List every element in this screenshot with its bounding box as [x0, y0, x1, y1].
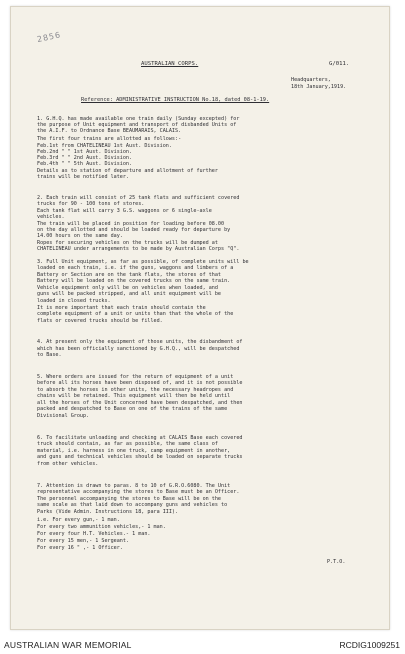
para-1-line: Feb.2nd " " 1st Aust. Division.: [37, 149, 133, 155]
para-1-line: the purpose of Unit equipment and transport of disbanded Units of: [37, 122, 237, 128]
reference-line: Reference: ADMINISTRATIVE INSTRUCTION No.18, dated 08-1-19.: [81, 97, 270, 103]
para-2-line: vehicles.: [37, 214, 65, 220]
para-5-line: all the horses of the Unit concerned have been despatched, and then: [37, 400, 243, 406]
para-5-line: chains will be retained. This equipment will then be held until: [37, 393, 231, 399]
para-4-line: which has been officially sanctioned by G.H.Q., will be despatched: [37, 346, 240, 352]
para-3-line: flats or covered trucks should be filled.: [37, 318, 163, 324]
para-1-line: Feb.1st from CHATELINEAU 1st Aust. Division.: [37, 143, 172, 149]
para-1-line: trains will be notified later.: [37, 174, 130, 180]
archive-footer: [0, 634, 405, 654]
para-3-line: guns will be packed stripped, and all unit equipment will be: [37, 291, 222, 297]
para-7-line: The personnel accompanying the stores to Base will be on the: [37, 496, 222, 502]
para-2-line: 2. Each train will consist of 25 tank flats and sufficient covered: [37, 195, 240, 201]
para-1-line: 1. G.H.Q. has made available one train daily (Sunday excepted) for: [37, 116, 240, 122]
para-2-line: The train will be placed in position for loading before 08.00: [37, 221, 225, 227]
para-2-line: Ropes for securing vehicles on the trucks will be dumped at: [37, 240, 218, 246]
para-6-line: from other vehicles.: [37, 461, 99, 467]
para-7-line: 7. Attention is drawn to paras. 8 to 10 of G.R.O.6080. The Unit: [37, 483, 231, 489]
file-reference: G/011.: [329, 61, 350, 67]
para-7-line: For every 16 " ,- 1 Officer.: [37, 545, 123, 551]
para-2-line: on the day allotted and should be loaded ready for departure by: [37, 227, 231, 233]
header-title: AUSTRALIAN CORPS.: [141, 61, 199, 67]
para-2-line: 14.00 hours on the same day.: [37, 233, 123, 239]
para-2-line: CHATELINEAU under arrangements to be made by Australian Corps "Q".: [37, 246, 240, 252]
para-7-line: i.e. For every gun,- 1 man.: [37, 517, 120, 523]
document-date: 18th January,1919.: [291, 84, 347, 90]
para-6-line: material, i.e. harness in one truck, camp equipment in another,: [37, 448, 231, 454]
para-3-line: complete equipment of a unit or units than that the whole of the: [37, 311, 234, 317]
para-1-line: Feb.3rd " " 2nd Aust. Division.: [37, 155, 133, 161]
para-6-line: 6. To facilitate unloading and checking at CALAIS Base each covered: [37, 435, 243, 441]
para-7-line: For every 15 men,- 1 Sergeant.: [37, 538, 130, 544]
para-5-line: to absorb the horses in other units, the necessary headropes and: [37, 387, 234, 393]
para-7-line: For every two ammunition vehicles,- 1 man.: [37, 524, 166, 530]
headquarters-line: Headquarters,: [291, 77, 331, 83]
para-5-line: 5. Where orders are issued for the return of equipment of a unit: [37, 374, 234, 380]
para-1-line: The first four trains are allotted as follows:-: [37, 136, 182, 142]
para-7-line: For every four H.T. Vehicles.- 1 man.: [37, 531, 151, 537]
para-2-line: Each tank flat will carry 3 G.S. waggons or 6 single-axle: [37, 208, 212, 214]
para-4-line: to Base.: [37, 352, 62, 358]
para-7-line: representative accompanying the stores to Base must be an Officer.: [37, 489, 240, 495]
archive-name: AUSTRALIAN WAR MEMORIAL: [4, 640, 132, 650]
para-3-line: Battery will be loaded on the covered trucks on the same train.: [37, 278, 231, 284]
document-page: [10, 6, 390, 630]
para-5-line: packed and despatched to Base on one of the trains of the same: [37, 406, 228, 412]
para-7-line: same scale as that laid down to accompany guns and vehicles to: [37, 502, 228, 508]
para-1-line: Details as to station of departure and allotment of further: [37, 168, 218, 174]
para-1-line: Feb.4th " " 5th Aust. Division.: [37, 161, 133, 167]
para-3-line: loaded on each train, i.e. if the guns, waggons and limbers of a: [37, 265, 234, 271]
para-6-line: and guns and technical vehicles should be loaded on separate trucks: [37, 454, 243, 460]
para-3-line: Battery or Section are on the tank flats, the stores of that: [37, 272, 222, 278]
archive-stamp: 2856: [36, 30, 62, 45]
record-id: RCDIG1009251: [339, 640, 400, 650]
para-2-line: trucks for 90 - 100 tons of stores.: [37, 201, 145, 207]
para-3-line: Vehicle equipment only will be on vehicles when loaded, and: [37, 285, 218, 291]
para-4-line: 4. At present only the equipment of those units, the disbandment of: [37, 339, 243, 345]
para-5-line: before all its horses have been disposed of, and it is not possible: [37, 380, 243, 386]
page-turn-note: P.T.O.: [327, 559, 346, 565]
para-5-line: Divisional Group.: [37, 413, 90, 419]
para-7-line: Parks (Vide Admin. Instructions 18, para III).: [37, 509, 179, 515]
para-3-line: 3. Full Unit equipment, as far as possible, of complete units will be: [37, 259, 249, 265]
para-6-line: truck should contain, as far as possible, the same class of: [37, 441, 218, 447]
para-3-line: loaded in closed trucks.: [37, 298, 111, 304]
para-1-line: the A.I.F. to Ordnance Base BEAUMARAIS, CALAIS.: [37, 128, 182, 134]
para-3-line: It is more important that each train should contain the: [37, 305, 206, 311]
